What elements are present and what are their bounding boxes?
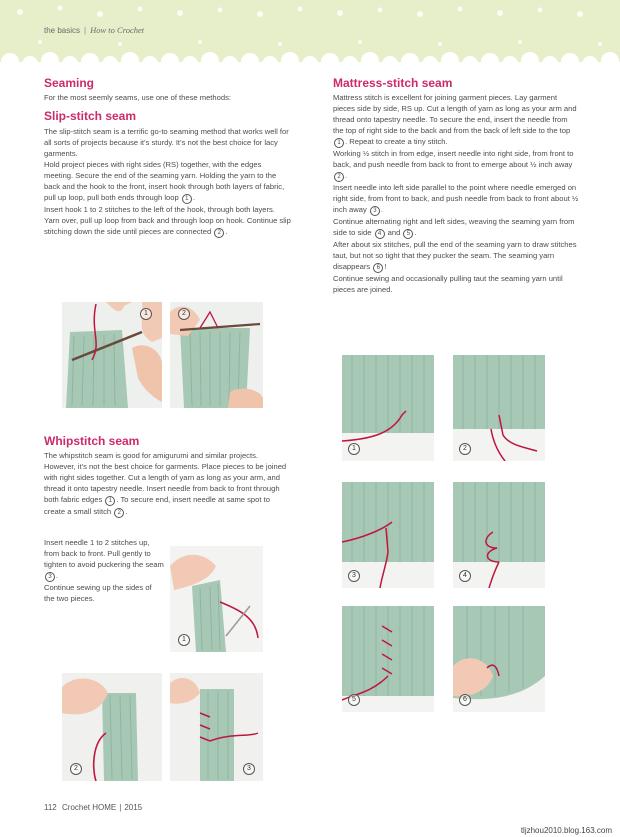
- slip-stitch-para-1: The slip-stitch seam is a terrific go-to seaming method that works well for all sorts of projects because it’s sturdy. It’s not the best choice for lacy garments.: [44, 127, 289, 158]
- whip-step-ref-1: 1: [105, 496, 115, 506]
- mattress-body: [333, 92, 579, 295]
- mattress-para-1: Mattress stitch is excellent for joining garment pieces. Lay garment pieces side by side, RS up. Cut a length of yarn as long as your arm and thread onto tapestry needle. To secure the end, insert the needle from the top of right side to the back and from the back of left side to the top 1 . Repeat to create a tiny stitch.: [333, 93, 577, 146]
- lace-border-decoration: [0, 0, 620, 70]
- slip-stitch-para-3: Insert hook 1 to 2 stitches to the left of the hook, through both layers.: [44, 205, 275, 214]
- whipstitch-para: The whipstitch seam is good for amigurumi and similar projects. However, it’s not the best choice for garments. Place pieces to be joined with right sides together. Cut a length of yarn as long as your arm, and thread it onto tapestry needle. Insert needle from back to front through both fabric edges 1 . To secure end, insert needle at same spot to create a small stitch 2 .: [44, 451, 287, 516]
- slip-stitch-heading: Slip-stitch seam: [44, 109, 137, 123]
- mattress-para-2: Working ½ stitch in from edge, insert needle into right side, from front to back, and push needle from back to front to emerge about ½ inch away 2 .: [333, 149, 574, 180]
- page-footer: [44, 803, 142, 812]
- publication-name: Crochet HOME: [62, 803, 117, 812]
- mattress-ref-3: 3: [370, 206, 380, 216]
- mattress-para-6: Continue sewing and occasionally pulling taut the seaming yarn until pieces are joined.: [333, 274, 563, 294]
- photo-step-2: 2: [178, 308, 190, 320]
- mattress-para-5-end: !: [384, 262, 387, 271]
- whipstitch-side-para: Insert needle 1 to 2 stitches up, from back to front. Pull gently to tighten to avoid puckering the seam 3 .: [44, 538, 164, 580]
- whipstitch-side-body: [44, 537, 164, 604]
- slip-stitch-para-4-text: Yarn over, pull up loop from back and through loop on hook. Continue slip stitching down the side until pieces are connected: [44, 216, 291, 236]
- mattress-photo-6: [453, 606, 545, 712]
- whip-photo-step-2: 2: [70, 763, 82, 775]
- step-ref-1: 1: [182, 194, 192, 204]
- slip-stitch-body: [44, 126, 292, 238]
- whipstitch-photo-2: [62, 673, 162, 781]
- mattress-photo-step-3: 3: [348, 570, 360, 582]
- mattress-photo-4: [453, 482, 545, 588]
- mattress-para-5-text: After about six stitches, pull the end of the seaming yarn to draw stitches taut, but not so tight that they pucker the seam. The seaming yarn disappears: [333, 240, 577, 271]
- running-header: [44, 25, 144, 35]
- whipstitch-heading: Whipstitch seam: [44, 434, 140, 448]
- whip-photo-step-1: 1: [178, 634, 190, 646]
- mattress-ref-2: 2: [334, 172, 344, 182]
- mattress-ref-6: 6: [373, 263, 383, 273]
- mattress-photo-step-6: 6: [459, 694, 471, 706]
- whipstitch-side-end: Continue sewing up the sides of the two pieces.: [44, 583, 152, 603]
- mattress-photo-3: [342, 482, 434, 588]
- mattress-photo-step-2: 2: [459, 443, 471, 455]
- mattress-para-4-and: and: [387, 228, 401, 237]
- mattress-para-3-text: Insert needle into left side parallel to the point where needle emerged on right side, from front to back, and push needle from back to front about ½ inch away: [333, 183, 579, 214]
- whip-step-ref-2: 2: [114, 508, 124, 518]
- header-separator: |: [84, 26, 87, 35]
- publication-year: 2015: [124, 803, 143, 812]
- footer-separator: |: [119, 803, 122, 812]
- mattress-ref-5: 5: [403, 229, 413, 239]
- watermark: tljzhou2010.blog.163.com: [520, 826, 612, 835]
- slip-stitch-para-2-text: Hold project pieces with right sides (RS) together, with the edges meeting. Secure the end of the seaming yarn. Holding the yarn to the back and the hook to the front, insert hook through both layers of fabric, pull up loop, pull both ends through loop: [44, 160, 285, 202]
- mattress-photo-step-5: 5: [348, 694, 360, 706]
- whip-photo-step-3: 3: [243, 763, 255, 775]
- page-number: 112: [44, 803, 57, 812]
- mattress-photo-1: [342, 355, 434, 461]
- whipstitch-photo-3: [170, 673, 263, 781]
- slip-stitch-photo-2: [170, 302, 263, 408]
- mattress-photo-5: [342, 606, 434, 712]
- mattress-para-3: Insert needle into left side parallel to the point where needle emerged on right side, from front to back, and push needle from back to front about ½ inch away 3 .: [333, 183, 579, 214]
- photo-step-1: 1: [140, 308, 152, 320]
- slip-stitch-para-4: Yarn over, pull up loop from back and through loop on hook. Continue slip stitching down the side until pieces are connected 2 .: [44, 216, 291, 236]
- slip-stitch-para-2: Hold project pieces with right sides (RS) together, with the edges meeting. Secure the end of the seaming yarn. Holding the yarn to the back and the hook to the front, insert hook through both layers of fabric, pull up loop, pull both ends through loop 1 .: [44, 160, 285, 202]
- whipstitch-para-cont: To secure end, insert needle at same spot to create a small stitch: [44, 495, 270, 516]
- mattress-para-2-text: Working ½ stitch in from edge, insert needle into right side, from front to back, and push needle from back to front to emerge about ½ inch away: [333, 149, 574, 169]
- mattress-photo-step-4: 4: [459, 570, 471, 582]
- step-ref-2: 2: [214, 228, 224, 238]
- mattress-photo-2: [453, 355, 545, 461]
- mattress-ref-4: 4: [375, 229, 385, 239]
- mattress-ref-1: 1: [334, 138, 344, 148]
- mattress-para-5: [333, 239, 579, 273]
- mattress-para-4-text: Continue alternating right and left sides, weaving the seaming yarn from side to side: [333, 217, 575, 237]
- mattress-heading: Mattress-stitch seam: [333, 76, 453, 90]
- seaming-intro-text: For the most seemly seams, use one of these methods:: [44, 93, 231, 102]
- mattress-para-1-end: Repeat to create a tiny stitch.: [349, 137, 448, 146]
- mattress-photo-step-1: 1: [348, 443, 360, 455]
- header-subsection: How to Crochet: [90, 25, 145, 35]
- mattress-para-1-text: Mattress stitch is excellent for joining garment pieces. Lay garment pieces side by side, RS up. Cut a length of yarn as long as your arm and thread onto tapestry needle. To secure the end, insert the needle from the top of right side to the back and from the back of left side to the top: [333, 93, 577, 135]
- seaming-heading: Seaming: [44, 76, 95, 90]
- whipstitch-body: [44, 450, 290, 518]
- seaming-intro: [44, 92, 294, 103]
- whipstitch-side-text: Insert needle 1 to 2 stitches up, from back to front. Pull gently to tighten to avoid puckering the seam: [44, 538, 164, 569]
- whip-step-ref-3: 3: [45, 572, 55, 582]
- whipstitch-para-text: The whipstitch seam is good for amigurumi and similar projects. However, it’s not the best choice for garments. Place pieces to be joined with right sides together. Cut a length of yarn as long as your arm, and thread it onto tapestry needle. Insert needle from back to front through both fabric edges: [44, 451, 287, 504]
- mattress-para-4: Continue alternating right and left sides, weaving the seaming yarn from side to side 4 and 5 .: [333, 217, 575, 237]
- slip-stitch-photo-1: [62, 302, 162, 408]
- header-section: the basics: [44, 26, 81, 35]
- whipstitch-photo-1: [170, 546, 263, 652]
